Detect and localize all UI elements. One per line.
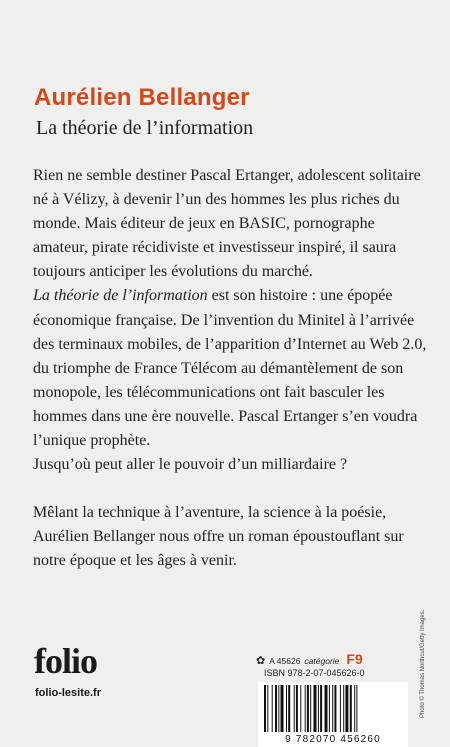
blurb-paragraph-4: Mêlant la technique à l’aventure, la science à la poésie, Aurélien Bellanger nous offre un roman époustouflant sur notre époque et les âges à venir.: [33, 504, 404, 570]
publisher-logo: folio: [34, 641, 97, 681]
category-label: catégorie: [304, 656, 340, 666]
flower-icon: ✿: [256, 655, 266, 667]
blurb-paragraph-2-text: est son histoire : une épopée économique française. De l’invention du Minitel à l’arrivée des terminaux mobiles, de l’apparition d’Internet au Web 2.0, du triomphe de France Télécom au démantèlement de son monopole, les télécommunications ont fait basculer les hommes dans une ère nouvelle. Pascal Ertanger s’en voudra l’unique prophète.: [33, 287, 427, 450]
category-badge: F9: [346, 651, 363, 667]
blurb-paragraph-1: Rien ne semble destiner Pascal Ertanger, adolescent solitaire né à Vélizy, à devenir l’un des hommes les plus riches du monde. Mais éditeur de jeux en BASIC, pornographe amateur, pirate récidiviste et investisseur inspiré, il saura toujours anticiper les évolutions du marché.: [33, 167, 421, 281]
isbn: ISBN 978-2-07-045626-0: [264, 668, 365, 678]
blurb-paragraph-2: [33, 284, 433, 453]
book-title: La théorie de l’information: [36, 117, 254, 139]
barcode-icon: [258, 682, 408, 734]
publisher-site: folio-lesite.fr: [35, 687, 102, 699]
blurb-title-italic: La théorie de l’information: [33, 287, 208, 305]
photo-credit: Photo © Thomas Northcut/Getty Images.: [420, 609, 426, 718]
blurb: [33, 164, 433, 574]
catalog-line: [256, 651, 363, 667]
blurb-paragraph-3: Jusqu’où peut aller le pouvoir d’un milliardaire ?: [33, 456, 348, 474]
paragraph-gap: [33, 477, 433, 501]
author-name: Aurélien Bellanger: [34, 84, 250, 111]
barcode: [258, 682, 408, 734]
barcode-digits: 9 782070 456260: [258, 734, 408, 747]
catalog-code: A 45626: [269, 656, 301, 666]
